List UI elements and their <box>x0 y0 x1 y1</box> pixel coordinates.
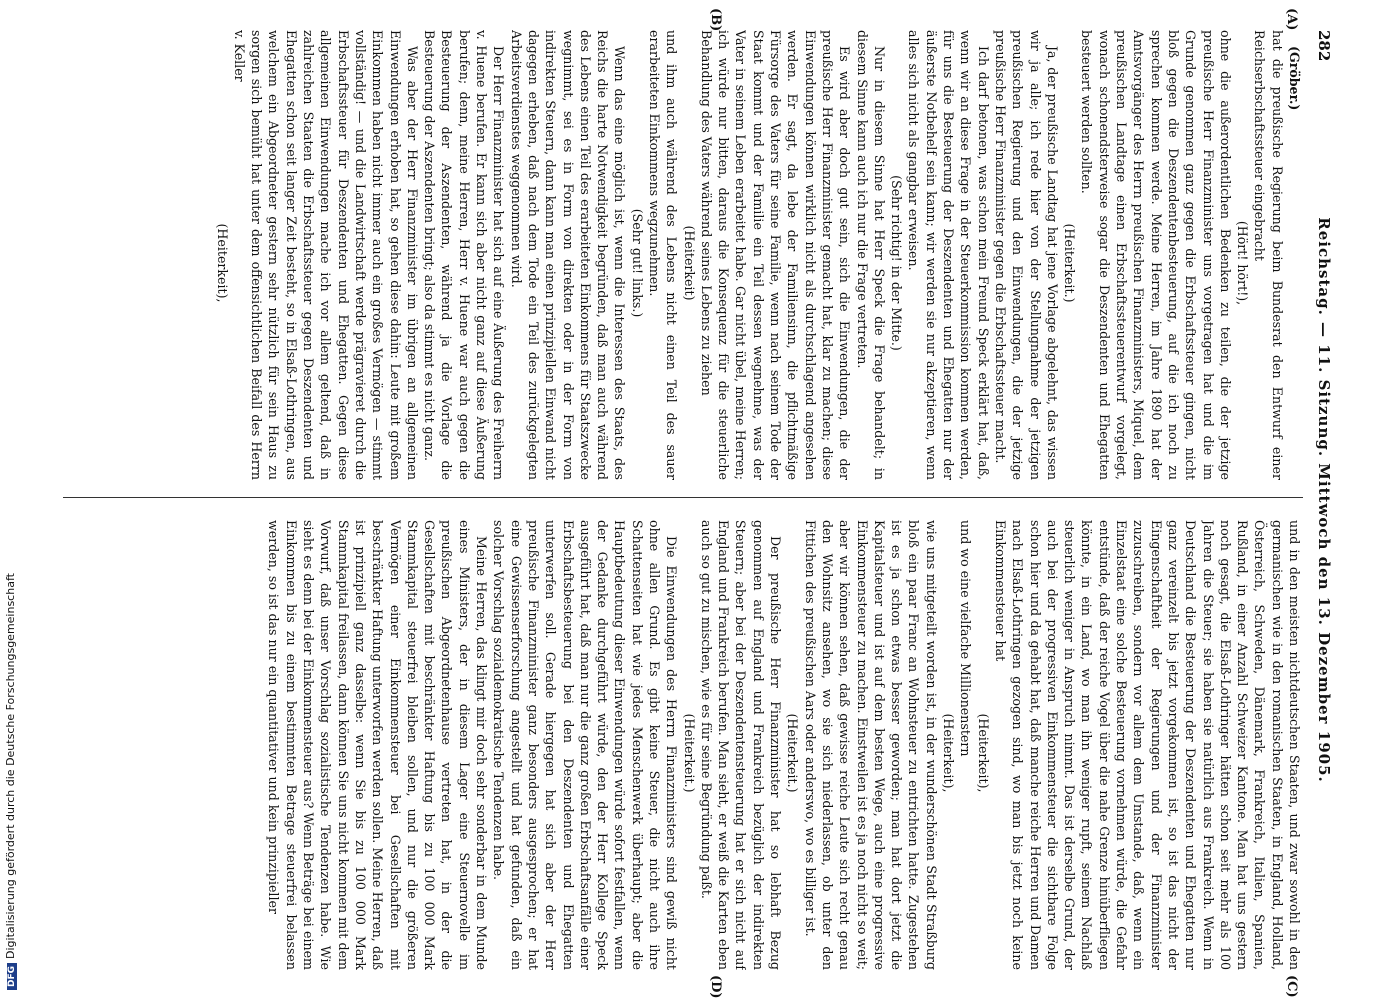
dfg-logo: DFG <box>7 963 17 990</box>
page-number: 282 <box>1315 30 1333 62</box>
margin-mark-c: (C) <box>1284 975 1299 998</box>
page-header <box>1311 30 1333 970</box>
paragraph: Der Herr Finanzminister hat sich auf eine Äußerung des Freiherrn v. Huene berufen. Er kann sich aber nicht ganz auf diese Äußerung berufen; denn, meine Herren, Herr v. Huene war auch gegen die Besteuerung der Aszendenten, während ja die Vorlage die Besteuerung der Aszendenten bringt; also da stimmt es nicht ganz. <box>422 30 507 480</box>
margin-mark-b: (B) <box>708 8 723 32</box>
paragraph: hat die preußische Regierung beim Bundesrat den Entwurf einer Reichserbschaftssteuer eingebracht <box>1252 30 1285 480</box>
interjection: (Sehr gut! links.) <box>629 208 645 318</box>
margin-mark-a: (A) <box>1284 8 1299 31</box>
interjection: (Sehr richtig! in der Mitte.) <box>889 175 905 351</box>
paragraph: Nur in diesem Sinne hat Herr Speck die Frage behandelt; in diesem Sinne kann auch ich nur die Frage vertreten. <box>854 30 887 480</box>
left-text-column <box>53 30 1303 480</box>
page-title: Reichstag. — 11. Sitzung. Mittwoch den 13. Dezember 1905. <box>1315 217 1333 783</box>
paragraph: ohne die außerordentlichen Bedenken zu teilen, die der jetzige preußische Herr Finanzminister uns vorgetragen hat und die im Grunde genommen ganz gegen die Erbschaftssteuer gingen, nicht bloß gegen die Deszendentenbesteuerung, auf die ich noch zu sprechen kommen werde. Meine Herren, im Jahre 1890 hat der Amtsvorgänger des Herrn preußischen Finanzministers, Miquel, dem preußischen Landtage einen Erbschaftssteuerentwurf vorgelegt, wonach schonendsterweise sogar die Deszendenten und Ehegatten besteuert werden sollten. <box>1079 30 1233 480</box>
paragraph: Der preußische Herr Finanzminister hat so lebhaft Bezug genommen auf England und Frankreich bezüglich der indirekten Steuern; aber bei der Deszendentensteuerung hat er sich nicht auf England und Frankreich berufen. Man sieht, er weiß die Karten eben auch so gut zu mischen, wie es für seine Begründung paßt. <box>698 520 784 970</box>
margin-mark-d: (D) <box>708 975 723 999</box>
rotated-document-page <box>43 8 1333 999</box>
paragraph: Es wird aber doch gut sein, sich die Einwendungen, die der preußische Herr Finanzminister gemacht hat, klar zu machen; diese Einwendungen können wirklich nicht als durchschlagend angesehen werden. Er sagt, da lebe der Familiensinn, die pflichtmäßige Fürsorge des Vaters für seine Familie, wenn nach seinem Tode der Staat kommt und der Familie ein Teil dessen wegnehme, was der Vater in seinem Leben erarbeitet habe. Gar nicht übel, meine Herren; ich würde nur bitten, daraus die Konsequenz für die steuerliche Behandlung des Vaters während seines Lebens zu ziehen <box>698 30 853 480</box>
interjection: (Heiterkeit), <box>214 223 230 303</box>
paragraph: Was aber der Herr Finanzminister im übrigen an allgemeinen Einwendungen erhoben hat, so gehen diese dahin: Leute mit großem Einkommen haben nicht immer auch ein großes Vermögen — stimmt vollständig! — und die Landwirtschaft werde prägravieret durch die Erbschaftssteuer für Deszendenten und Ehegatten. Gegen diese allgemeinen Einwendungen mache ich vor allem geltend, daß in zahlreichen Staaten die Erbschaftssteuer gegen Deszendenten und Ehegatten schon seit langer Zeit besteht, so in Elsaß-Lothringen, aus welchem ein Abgeordneter gestern sehr nützlich für sein Haus zu sorgen sich bemüht hat unter dem offensichtlichen Beifall des Herrn v. Keller <box>231 30 420 480</box>
paragraph: Ja, der preußische Landtag hat jene Vorlage abgelehnt, das wissen wir ja alle; ich rede hier von der Stellungnahme der jetzigen preußischen Regierung und den Einwendungen, die der jetzige preußische Herr Finanzminister gegen die Erbschaftssteuer macht. <box>992 30 1060 480</box>
paragraph: wie uns mitgeteilt worden ist, in der wunderschönen Stadt Straßburg bloß ein paar Franc an Wohnsteuer zu entrichten hatte. Zugestehen ist es ja schon etwas besser geworden; man hat dort jetzt die Kapitalsteuer und ist auf dem besten Wege, auch eine progressive Einkommensteuer zu machen. Einstweilen ist es ja noch nicht so weit; aber wir können sehen, daß gewisse reiche Leute sich recht genau den Wohnsitz ansehen, wo sie sich niederlassen, ob unter den Fittichen des preußischen Aars oder anderswo, wo es billiger ist. <box>802 520 939 970</box>
paragraph: und wo eine vielfache Millionenstern <box>958 520 974 757</box>
interjection: (Heiterkeit.) <box>785 713 801 793</box>
column-divider <box>63 497 1303 498</box>
interjection: (Heiterkeit) <box>681 225 697 301</box>
paragraph: Die Einwendungen des Herrn Finanzministers sind gewiß nicht ohne allen Grund. Es gibt keine Steuer, die nicht auch ihre Schattenseiten hat wie jedes Menschenwerk überhaupt; aber die Hauptbedeutung dieser Einwendungen würde sofort festfallen, wenn der Gedanke durchgeführt würde, den der Herr Kollege Speck ausgeführt hat, daß man nur die ganz großen Erbschaftsanfälle einer Erbschaftsbesteuerung bei den Deszendenten und Ehegatten unterwerfen soll. Gerade hiergegen hat sich aber der Herr preußische Finanzminister ganz besonders ausgesprochen; er hat eine Gewissenserforschung angestellt und hat gefunden, daß ein solcher Vorschlag sozialdemokratische Tendenzen habe. <box>491 520 680 970</box>
interjection: (Heiterkeit), <box>941 713 957 793</box>
interjection: (Heiterkeit.) <box>1062 223 1078 303</box>
right-text-column <box>53 520 1303 970</box>
speaker-name: (Gröber.) <box>1287 46 1302 111</box>
interjection: (Heiterkeit), <box>975 713 991 793</box>
digitization-credit-text: Digitalisierung gefördert durch die Deutsche Forschungsgemeinschaft <box>4 573 17 959</box>
paragraph: und in den meisten nichtdeutschen Staaten, und zwar sowohl in den germanischen wie in den romanischen Staaten, in England, Holland, Österreich, Schweden, Dänemark, Frankreich, Italien, Spanien, Rußland, in einer Anzahl Schweizer Kantone. Man hat uns gestern noch gesagt, die Elsaß-Lothringer hätten schon seit mehr als 100 Jahren die Steuer; sie haben sie natürlich aus Frankreich. Wenn in Deutschland die Besteuerung der Deszendenten und Ehegatten nur ganz vereinzelt bis jetzt vorgekommen ist, so ist das nicht der Eingenschaftheit der Regierungen und der Finanzminister zuzuschreiben, sondern vor allem dem Umstande, daß, wenn ein Einzelstaat eine solche Besteuerung vornehmen würde, die Gefahr entstünde, daß der reiche Vogel über die nahe Grenze hinüberfliegen könnte, in ein Land, wo man ihn weniger rupft, seinem Nachlaß steuerlich weniger in Anspruch nimmt. Das ist derselbe Grund, der auch bei der progressiven Einkommensteuer die sichtbare Folge schon hier und da gehabt hat, daß manche reiche Herren und Damen nach Elsaß-Lothringen gezogen sind, wo man bis jetzt noch keine Einkommensteuer hat <box>992 520 1302 970</box>
digitization-credit <box>4 0 24 1000</box>
paragraph: Meine Herren, das klingt mir doch sehr sonderbar in dem Munde eines Ministers, der in diesem Lager eine Steuernovelle im preußischen Abgeordnetenhause vertreten hat, in der die Gesellschaften mit beschränkter Haftung bis zu 100 000 Mark Stammkapital steuerfrei bleiben sollen, und nur die größeren Vermögen einer Einkommensteuer bei Gesellschaften mit beschränkter Haftung unterworfen werden sollen. Meine Herren, daß ist prinzipiell ganz dasselbe: wenn Sie bis zu 100 000 Mark Stammkapital freilassen, dann können Sie uns nicht kommen mit dem Vorwurf, daß unser Vorschlag sozialistische Tendenzen habe. Wie sieht es denn bei der Einkommensteuer aus? Wenn Beträge bei einem Einkommen bis zu einem bestimmten Betrage steuerfrei belassen werden, so ist das nur ein quantitativer und kein prinzipieller <box>266 520 490 970</box>
paragraph: Wenn das eine möglich ist, wenn die Interessen des Staats, des Reichs die harte Notwendigkeit begründen, daß man auch während des Lebens einen Teil des erarbeiteten Einkommens für Staatszwecke wegnimmt, sei es in Form von direkten oder in der Form von indirekten Steuern, dann kann man einen prinzipiellen Einwand nicht dagegen erheben, daß nach dem Tode ein Teil des zurückgelegten Arbeitsverdienstes weggenommen wird. <box>508 30 628 480</box>
paragraph: und ihm auch während des Lebens nicht einen Teil des sauer erarbeiteten Einkommens wegzunehmen. <box>647 30 680 480</box>
interjection: (Heiterkeit.) <box>681 713 697 793</box>
paragraph: Ich darf betonen, was schon mein Freund Speck erklärt hat, daß, wenn wir an diese Frage in der Steuerkommission kommen werden, für uns die Besteuerung der Deszendenten und Ehegatten nur der äußerste Notbehelf sein kann; wir werden sie nur akzeptieren, wenn alles sich nicht als gangbar erweisen. <box>906 30 991 480</box>
interjection: (Hört! hört!), <box>1235 220 1251 306</box>
